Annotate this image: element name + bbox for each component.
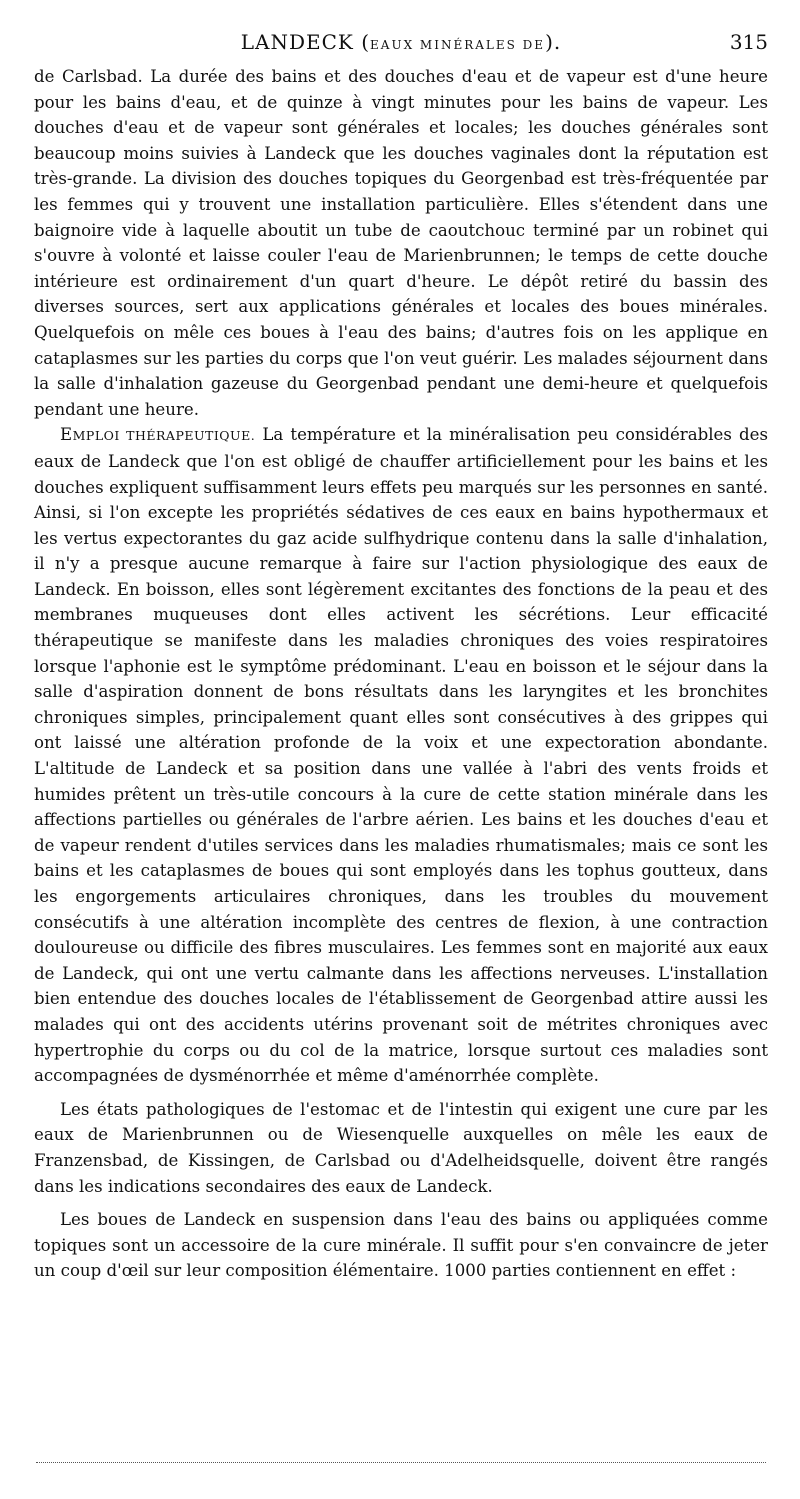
paragraph-4: Les boues de Landeck en suspension dans l'eau des bains ou appliquées comme topiques sont un accessoire de la cure minérale. Il suffit pour s'en convaincre de jeter un coup d'œil sur leur composition élémentaire. 1000 parties contiennent en effet : [34, 1210, 768, 1281]
running-title-main: LANDECK ( [240, 30, 371, 54]
section-heading-initial: E [60, 425, 73, 445]
page-header [34, 30, 768, 60]
paragraph-3: Les états pathologiques de l'estomac et de l'intestin qui exigent une cure par les eaux de Marienbrunnen ou de Wiesenquelle auxquelles on mêle les eaux de Franzensbad, de Kissingen, de Carlsbad ou d'Adelheidsquelle, doivent être rangés dans les indications secondaires des eaux de Landeck. [34, 1099, 768, 1196]
body-text [34, 64, 768, 1284]
footer-dotted-rule [36, 1462, 766, 1463]
section-heading [60, 425, 256, 445]
section-heading-rest: MPLOI THÉRAPEUTIQUE. [72, 428, 256, 444]
paragraph-1: de Carlsbad. La durée des bains et des douches d'eau et de vapeur est d'une heure pour les bains d'eau, et de quinze à vingt minutes pour les bains de vapeur. Les douches d'eau et de vapeur sont générales et locales; les douches générales sont beaucoup moins suivies à Landeck que les douches vaginales dont la réputation est très-grande. La division des douches topiques du Georgenbad est très-fréquentée par les femmes qui y trouvent une installation particulière. Elles s'étendent dans une baignoire vide à laquelle aboutit un tube de caoutchouc terminé par un robinet qui s'ouvre à volonté et laisse couler l'eau de Marienbrunnen; le temps de cette douche intérieure est ordinairement d'un quart d'heure. Le dépôt retiré du bassin des diverses sources, sert aux applications générales et locales des boues minérales. Quelquefois on mêle ces boues à l'eau des bains; d'autres fois on les applique en cataplasmes sur les parties du corps que l'on veut guérir. Les malades séjournent dans la salle d'inhalation gazeuse du Georgenbad pendant une demi-heure et quelquefois pendant une heure. [34, 67, 768, 419]
paragraph-2 [34, 422, 768, 1088]
paragraph-2-text: La température et la minéralisation peu considérables des eaux de Landeck que l'on est obligé de chauffer artificiellement pour les bains et les douches expliquent suffisamment leurs effets peu marqués sur les personnes en santé. Ainsi, si l'on excepte les propriétés sédatives de ces eaux en bains hypothermaux et les vertus expectorantes du gaz acide sulfhydrique contenu dans la salle d'inhalation, il n'y a presque aucune remarque à faire sur l'action physiologique des eaux de Landeck. En boisson, elles sont légèrement excitantes des fonctions de la peau et des membranes muqueuses dont elles activent les sécrétions. Leur efficacité thérapeutique se manifeste dans les maladies chroniques des voies respiratoires lorsque l'aphonie est le symptôme prédominant. L'eau en boisson et le séjour dans la salle d'aspiration donnent de bons résultats dans les laryngites et les bronchites chroniques simples, principalement quant elles sont consécutives à des grippes qui ont laissé une altération profonde de la voix et une expectoration abondante. L'altitude de Landeck et sa position dans une vallée à l'abri des vents froids et humides prêtent un très-utile concours à la cure de cette station minérale dans les affections partielles ou générales de l'arbre aérien. Les bains et les douches d'eau et de vapeur rendent d'utiles services dans les maladies rhumatismales; mais ce sont les bains et les cataplasmes de boues qui sont employés dans les tophus goutteux, dans les engorgements articulaires chroniques, dans les troubles du mouvement consécutifs à une altération incomplète des centres de flexion, à une contraction douloureuse ou difficile des fibres musculaires. Les femmes sont en majorité aux eaux de Landeck, qui ont une vertu calmante dans les affections nerveuses. L'installation bien entendue des douches locales de l'établissement de Georgenbad attire aussi les malades qui ont des accidents utérins provenant soit de métrites chroniques avec hypertrophie du corps ou du col de la matrice, lorsque surtout ces maladies sont accompagnées de dysménorrhée et même d'aménorrhée complète. [34, 425, 768, 1086]
running-title-end: ). [545, 30, 562, 54]
running-title [34, 30, 768, 54]
running-title-small-caps: EAUX MINÉRALES DE [370, 38, 546, 52]
page-number: 315 [729, 30, 768, 54]
